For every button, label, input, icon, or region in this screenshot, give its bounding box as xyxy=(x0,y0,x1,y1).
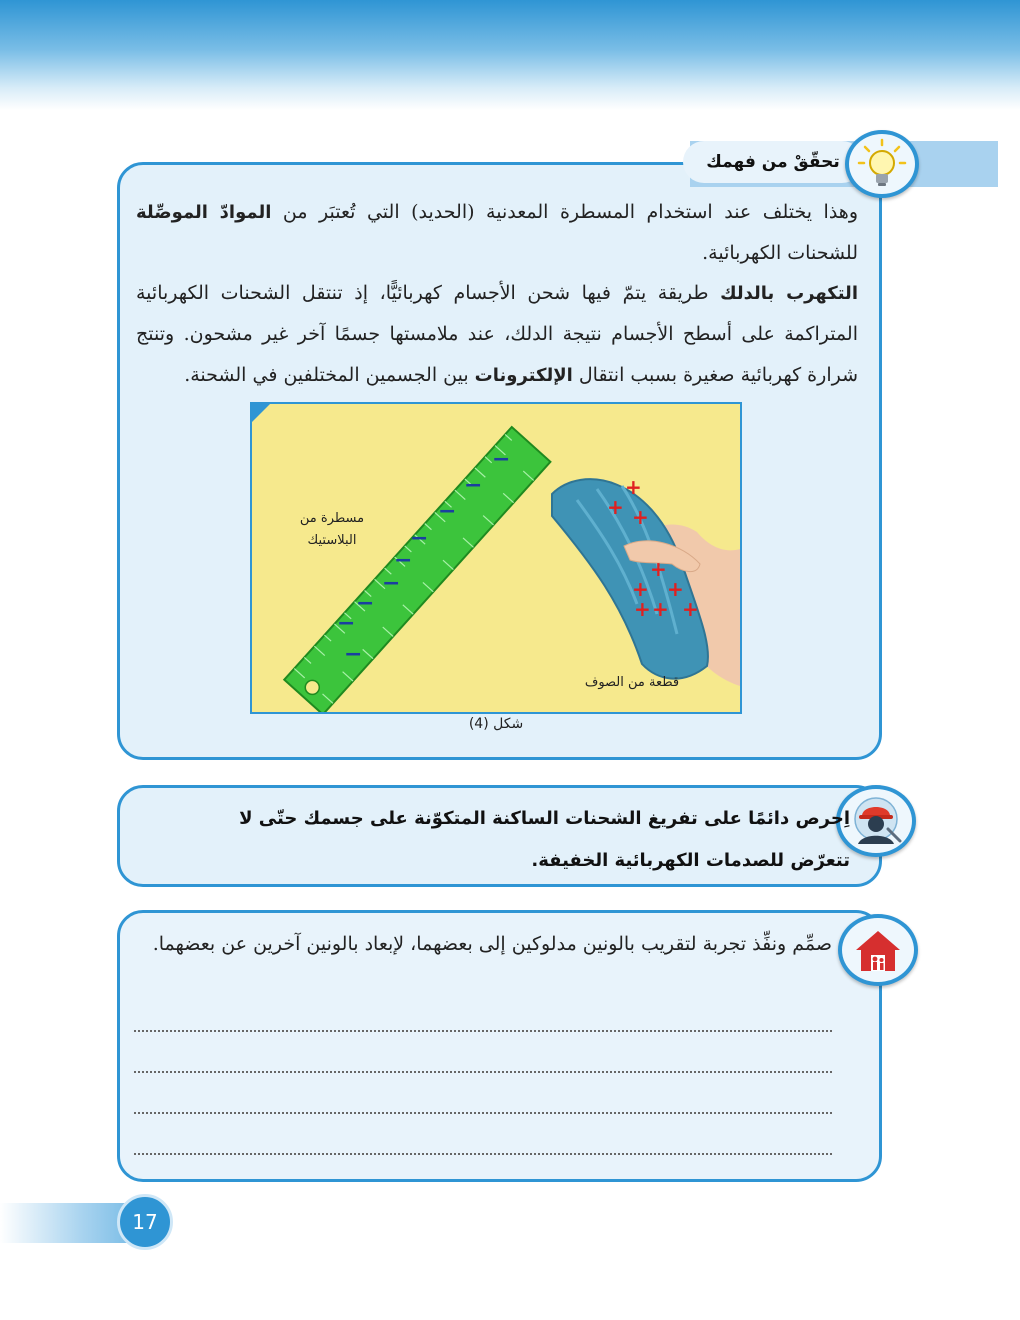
negative-charge: − xyxy=(382,571,401,596)
plastic-ruler xyxy=(284,427,550,712)
activity-task-text: صمِّم ونفِّذ تجربة لتقريب بالونين مدلوكين إلى بعضهما، لإبعاد بالونين آخرين عن بعضهما. xyxy=(152,933,832,955)
para2-text-b: بين الجسمين المختلفين في الشحنة. xyxy=(184,364,475,386)
positive-charge: + xyxy=(667,577,684,601)
home-activity-icon xyxy=(838,914,918,986)
para1-text-a: وهذا يختلف عند استخدام المسطرة المعدنية (الحديد) التي تُعتبَر من xyxy=(271,201,858,223)
term-conductive-materials: الموادّ الموصِّلة xyxy=(136,202,272,223)
paragraph-friction-charging xyxy=(136,273,858,396)
top-header-band xyxy=(0,0,1020,110)
paragraph-conductors xyxy=(136,192,858,274)
figure-caption: شكل (4) xyxy=(468,716,524,732)
answer-line-3[interactable] xyxy=(134,1112,832,1114)
figure-ruler-wool xyxy=(250,402,742,714)
term-electrons: الإلكترونات xyxy=(474,365,573,386)
safety-warning-text xyxy=(150,798,850,882)
negative-charge: − xyxy=(438,499,457,524)
negative-charge: − xyxy=(337,611,356,636)
negative-charge: − xyxy=(356,591,375,616)
ruler-label-line2: البلاستيك xyxy=(307,533,357,548)
wool-piece xyxy=(552,479,708,678)
positive-charge: + xyxy=(682,597,699,621)
negative-charge: − xyxy=(394,548,413,573)
negative-charge: − xyxy=(464,473,483,498)
para1-text-b: للشحنات الكهربائية. xyxy=(702,242,858,264)
ruler-label-line1: مسطرة من xyxy=(299,511,365,526)
para2-text-a: طريقة يتمّ فيها شحن الأجسام كهربائيًّا، إذ تنتقل الشحنات الكهربائية المتراكمة على أسطح الأجسام نتيجة الدلك، عند ملامستها جسمًا آخر غير مشحون. وتنتج شرارة كهربائية صغيرة بسبب انتقال xyxy=(136,282,858,386)
figure-illustration xyxy=(252,404,740,712)
positive-charge: + xyxy=(650,557,667,581)
lightbulb-icon xyxy=(845,130,919,198)
wool-label: قطعة من الصوف xyxy=(584,675,680,690)
answer-line-1[interactable] xyxy=(134,1030,832,1032)
positive-charge: + xyxy=(625,475,642,499)
warning-line-2: تتعرّض للصدمات الكهربائية الخفيفة. xyxy=(531,850,850,871)
ruler-label xyxy=(276,508,388,552)
positive-charge: + xyxy=(652,597,669,621)
section-header: تحقّقْ من فهمك xyxy=(683,141,863,183)
positive-charge: + xyxy=(632,577,649,601)
positive-charge: + xyxy=(634,597,651,621)
warning-line-1: اِحرص دائمًا على تفريغ الشحنات الساكنة المتكوّنة على جسمك حتّى لا xyxy=(239,808,850,829)
positive-charge: + xyxy=(632,505,649,529)
answer-line-4[interactable] xyxy=(134,1153,832,1155)
page-number: 17 xyxy=(117,1194,173,1250)
term-friction-charging: التكهرب بالدلك xyxy=(720,283,858,304)
positive-charge: + xyxy=(607,495,624,519)
answer-line-2[interactable] xyxy=(134,1071,832,1073)
negative-charge: − xyxy=(344,642,363,667)
figure-corner xyxy=(252,404,270,422)
negative-charge: − xyxy=(492,447,511,472)
negative-charge: − xyxy=(410,526,429,551)
